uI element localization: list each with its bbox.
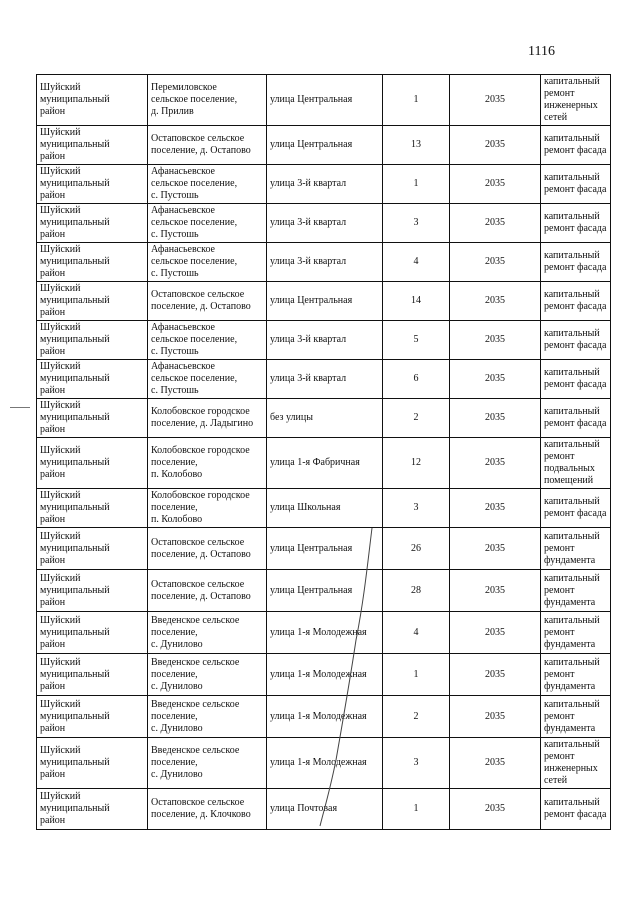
page-number: 1116 bbox=[528, 44, 555, 59]
table-row bbox=[37, 165, 611, 204]
street-cell: улица 3-й квартал bbox=[267, 165, 383, 204]
table-row bbox=[37, 321, 611, 360]
settlement-cell: Остаповское сельское поселение, д. Остапово bbox=[148, 282, 267, 321]
work-type-cell: капитальный ремонт фундамента bbox=[541, 570, 611, 612]
district-cell: Шуйский муниципальный район bbox=[37, 75, 148, 126]
table-row bbox=[37, 696, 611, 738]
work-type-cell: капитальный ремонт фасада bbox=[541, 489, 611, 528]
settlement-cell: Введенское сельское поселение, с. Дунилово bbox=[148, 612, 267, 654]
street-cell: улица Школьная bbox=[267, 489, 383, 528]
house-number-cell: 4 bbox=[383, 243, 450, 282]
house-number-cell: 28 bbox=[383, 570, 450, 612]
street-cell: улица Центральная bbox=[267, 528, 383, 570]
table-row bbox=[37, 243, 611, 282]
house-number-cell: 14 bbox=[383, 282, 450, 321]
district-cell: Шуйский муниципальный район bbox=[37, 399, 148, 438]
house-number-cell: 3 bbox=[383, 204, 450, 243]
house-number-cell: 13 bbox=[383, 126, 450, 165]
table-row bbox=[37, 528, 611, 570]
year-cell: 2035 bbox=[450, 696, 541, 738]
street-cell: улица Центральная bbox=[267, 126, 383, 165]
street-cell: улица Почтовая bbox=[267, 789, 383, 830]
district-cell: Шуйский муниципальный район bbox=[37, 789, 148, 830]
street-cell: улица 1-я Молодежная bbox=[267, 738, 383, 789]
settlement-cell: Афанасьевское сельское поселение, с. Пустошь bbox=[148, 204, 267, 243]
year-cell: 2035 bbox=[450, 360, 541, 399]
settlement-cell: Афанасьевское сельское поселение, с. Пустошь bbox=[148, 165, 267, 204]
table-row bbox=[37, 75, 611, 126]
settlement-cell: Колобовское городское поселение, п. Колобово bbox=[148, 489, 267, 528]
district-cell: Шуйский муниципальный район bbox=[37, 654, 148, 696]
year-cell: 2035 bbox=[450, 243, 541, 282]
work-type-cell: капитальный ремонт инженерных сетей bbox=[541, 738, 611, 789]
table-row bbox=[37, 654, 611, 696]
year-cell: 2035 bbox=[450, 438, 541, 489]
settlement-cell: Афанасьевское сельское поселение, с. Пустошь bbox=[148, 243, 267, 282]
table-row bbox=[37, 789, 611, 830]
district-cell: Шуйский муниципальный район bbox=[37, 570, 148, 612]
house-number-cell: 12 bbox=[383, 438, 450, 489]
house-number-cell: 3 bbox=[383, 738, 450, 789]
street-cell: улица Центральная bbox=[267, 75, 383, 126]
street-cell: улица Центральная bbox=[267, 282, 383, 321]
district-cell: Шуйский муниципальный район bbox=[37, 438, 148, 489]
house-number-cell: 4 bbox=[383, 612, 450, 654]
settlement-cell: Остаповское сельское поселение, д. Клочково bbox=[148, 789, 267, 830]
table-row bbox=[37, 612, 611, 654]
district-cell: Шуйский муниципальный район bbox=[37, 612, 148, 654]
table-row bbox=[37, 738, 611, 789]
house-number-cell: 1 bbox=[383, 789, 450, 830]
street-cell: улица 1-я Молодежная bbox=[267, 612, 383, 654]
year-cell: 2035 bbox=[450, 165, 541, 204]
year-cell: 2035 bbox=[450, 126, 541, 165]
repair-schedule-table bbox=[36, 74, 611, 830]
street-cell: улица 1-я Молодежная bbox=[267, 696, 383, 738]
work-type-cell: капитальный ремонт фасада bbox=[541, 165, 611, 204]
settlement-cell: Афанасьевское сельское поселение, с. Пустошь bbox=[148, 321, 267, 360]
settlement-cell: Остаповское сельское поселение, д. Остапово bbox=[148, 126, 267, 165]
house-number-cell: 6 bbox=[383, 360, 450, 399]
district-cell: Шуйский муниципальный район bbox=[37, 282, 148, 321]
work-type-cell: капитальный ремонт фасада bbox=[541, 360, 611, 399]
work-type-cell: капитальный ремонт фасада bbox=[541, 204, 611, 243]
street-cell: улица Центральная bbox=[267, 570, 383, 612]
house-number-cell: 5 bbox=[383, 321, 450, 360]
work-type-cell: капитальный ремонт фасада bbox=[541, 243, 611, 282]
table-row bbox=[37, 438, 611, 489]
work-type-cell: капитальный ремонт фасада bbox=[541, 399, 611, 438]
settlement-cell: Введенское сельское поселение, с. Дунилово bbox=[148, 738, 267, 789]
year-cell: 2035 bbox=[450, 528, 541, 570]
table-row bbox=[37, 399, 611, 438]
year-cell: 2035 bbox=[450, 399, 541, 438]
district-cell: Шуйский муниципальный район bbox=[37, 489, 148, 528]
work-type-cell: капитальный ремонт фасада bbox=[541, 282, 611, 321]
settlement-cell: Перемиловское сельское поселение, д. Прилив bbox=[148, 75, 267, 126]
year-cell: 2035 bbox=[450, 489, 541, 528]
district-cell: Шуйский муниципальный район bbox=[37, 126, 148, 165]
settlement-cell: Введенское сельское поселение, с. Дунилово bbox=[148, 696, 267, 738]
margin-mark bbox=[10, 407, 30, 408]
settlement-cell: Остаповское сельское поселение, д. Остапово bbox=[148, 570, 267, 612]
house-number-cell: 1 bbox=[383, 75, 450, 126]
table-row bbox=[37, 126, 611, 165]
district-cell: Шуйский муниципальный район bbox=[37, 528, 148, 570]
settlement-cell: Колобовское городское поселение, д. Ладыгино bbox=[148, 399, 267, 438]
district-cell: Шуйский муниципальный район bbox=[37, 165, 148, 204]
year-cell: 2035 bbox=[450, 654, 541, 696]
work-type-cell: капитальный ремонт инженерных сетей bbox=[541, 75, 611, 126]
year-cell: 2035 bbox=[450, 204, 541, 243]
street-cell: улица 1-я Молодежная bbox=[267, 654, 383, 696]
house-number-cell: 3 bbox=[383, 489, 450, 528]
district-cell: Шуйский муниципальный район bbox=[37, 204, 148, 243]
house-number-cell: 1 bbox=[383, 654, 450, 696]
settlement-cell: Введенское сельское поселение, с. Дунилово bbox=[148, 654, 267, 696]
work-type-cell: капитальный ремонт фасада bbox=[541, 789, 611, 830]
work-type-cell: капитальный ремонт подвальных помещений bbox=[541, 438, 611, 489]
year-cell: 2035 bbox=[450, 570, 541, 612]
year-cell: 2035 bbox=[450, 282, 541, 321]
district-cell: Шуйский муниципальный район bbox=[37, 321, 148, 360]
work-type-cell: капитальный ремонт фундамента bbox=[541, 654, 611, 696]
work-type-cell: капитальный ремонт фундамента bbox=[541, 612, 611, 654]
district-cell: Шуйский муниципальный район bbox=[37, 360, 148, 399]
street-cell: улица 3-й квартал bbox=[267, 360, 383, 399]
house-number-cell: 2 bbox=[383, 399, 450, 438]
street-cell: улица 3-й квартал bbox=[267, 204, 383, 243]
table-row bbox=[37, 570, 611, 612]
year-cell: 2035 bbox=[450, 612, 541, 654]
district-cell: Шуйский муниципальный район bbox=[37, 738, 148, 789]
street-cell: улица 1-я Фабричная bbox=[267, 438, 383, 489]
house-number-cell: 2 bbox=[383, 696, 450, 738]
house-number-cell: 1 bbox=[383, 165, 450, 204]
settlement-cell: Афанасьевское сельское поселение, с. Пустошь bbox=[148, 360, 267, 399]
table-row bbox=[37, 489, 611, 528]
work-type-cell: капитальный ремонт фасада bbox=[541, 321, 611, 360]
street-cell: улица 3-й квартал bbox=[267, 243, 383, 282]
settlement-cell: Колобовское городское поселение, п. Колобово bbox=[148, 438, 267, 489]
district-cell: Шуйский муниципальный район bbox=[37, 696, 148, 738]
street-cell: без улицы bbox=[267, 399, 383, 438]
street-cell: улица 3-й квартал bbox=[267, 321, 383, 360]
house-number-cell: 26 bbox=[383, 528, 450, 570]
table-row bbox=[37, 360, 611, 399]
work-type-cell: капитальный ремонт фундамента bbox=[541, 696, 611, 738]
work-type-cell: капитальный ремонт фундамента bbox=[541, 528, 611, 570]
year-cell: 2035 bbox=[450, 321, 541, 360]
work-type-cell: капитальный ремонт фасада bbox=[541, 126, 611, 165]
settlement-cell: Остаповское сельское поселение, д. Остапово bbox=[148, 528, 267, 570]
table-row bbox=[37, 204, 611, 243]
year-cell: 2035 bbox=[450, 738, 541, 789]
district-cell: Шуйский муниципальный район bbox=[37, 243, 148, 282]
table-row bbox=[37, 282, 611, 321]
year-cell: 2035 bbox=[450, 789, 541, 830]
table-body bbox=[37, 75, 611, 830]
year-cell: 2035 bbox=[450, 75, 541, 126]
